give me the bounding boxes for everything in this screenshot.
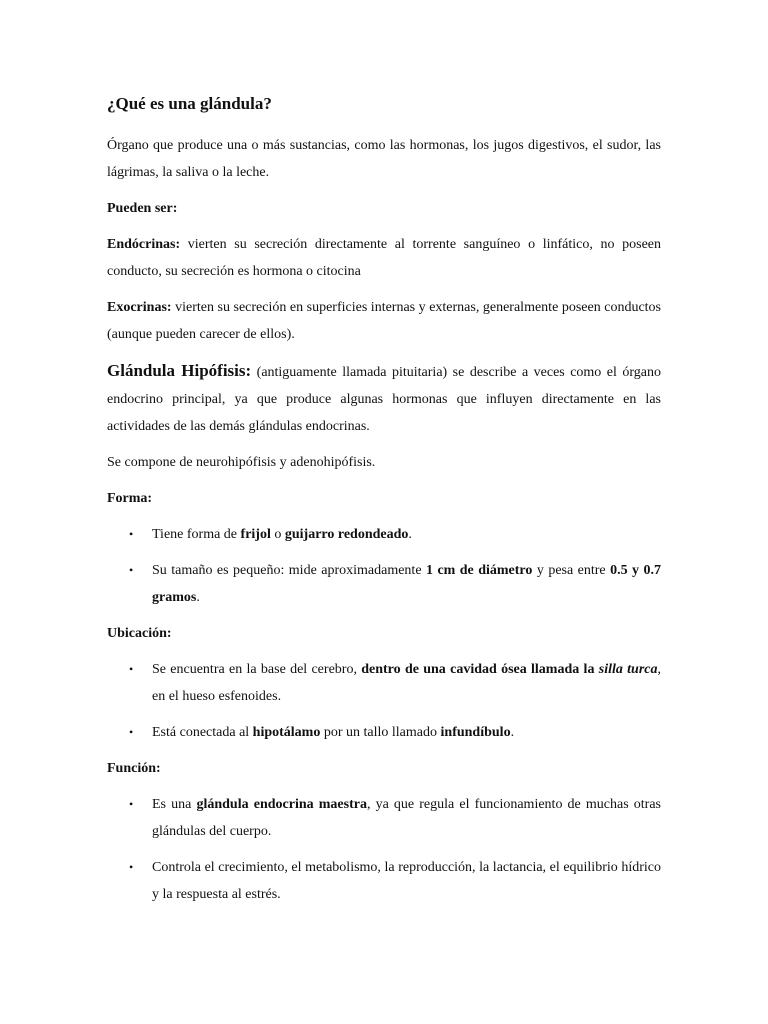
- endocrinas-paragraph: [107, 231, 661, 285]
- hipofisis-text: (antiguamente llamada pituitaria) se describe a veces como el órgano endocrino principal, ya que produce algunas hormonas que influyen directamente en las actividades de las demás glándulas endocrinas.: [107, 365, 661, 434]
- funcion-heading: Función:: [107, 761, 161, 776]
- item-text: , ya que regula el funcionamiento de muchas otras glándulas del cuerpo.: [152, 797, 661, 839]
- endocrinas-text: vierten su secreción directamente al torrente sanguíneo o linfático, no poseen conducto, su secreción es hormona o citocina: [107, 237, 661, 279]
- hipofisis-label: Glándula Hipófisis:: [107, 361, 252, 380]
- item-text: Tiene forma de: [152, 527, 241, 542]
- item-text: .: [510, 725, 515, 740]
- item-bold-italic: silla turca: [598, 662, 658, 677]
- item-bold: 0.5 y 0.7 gramos: [152, 563, 662, 605]
- intro-paragraph: Órgano que produce una o más sustancias, como las hormonas, los jugos digestivos, el sudor, las lágrimas, la saliva o la leche.: [107, 138, 661, 180]
- hipofisis-paragraph: [107, 357, 661, 440]
- item-bold: guijarro redondeado: [284, 527, 409, 542]
- item-bold: frijol: [240, 527, 271, 542]
- item-text: por un tallo llamado: [320, 725, 441, 740]
- list-item: [107, 791, 661, 845]
- item-bold: glándula endocrina maestra: [196, 797, 367, 812]
- item-text: Controla el crecimiento, el metabolismo, la reproducción, la lactancia, el equilibrio hídrico y la respuesta al estrés.: [152, 860, 661, 902]
- item-text: , en el hueso esfenoides.: [152, 662, 661, 704]
- list-item: [107, 557, 661, 611]
- item-bold: dentro de una cavidad ósea llamada la: [361, 662, 599, 677]
- compone-paragraph: Se compone de neurohipófisis y adenohipófisis.: [107, 455, 376, 470]
- item-text: .: [408, 527, 412, 542]
- item-text: Su tamaño es pequeño: mide aproximadamente: [152, 563, 426, 578]
- item-bold: hipotálamo: [252, 725, 321, 740]
- ubicacion-heading: Ubicación:: [107, 626, 172, 641]
- exocrinas-text: vierten su secreción en superficies internas y externas, generalmente poseen conductos (aunque pueden carecer de ellos).: [107, 300, 661, 342]
- bullet-icon: •: [129, 563, 134, 577]
- ubicacion-list: [107, 656, 661, 746]
- bullet-icon: •: [129, 527, 134, 541]
- list-item: [107, 656, 661, 710]
- list-item: [107, 521, 661, 548]
- item-text: Está conectada al: [152, 725, 253, 740]
- item-text: Se encuentra en la base del cerebro,: [152, 662, 362, 677]
- exocrinas-paragraph: [107, 294, 661, 348]
- bullet-icon: •: [129, 797, 134, 811]
- bullet-icon: •: [129, 662, 134, 676]
- forma-list: [107, 521, 661, 611]
- funcion-list: [107, 791, 661, 908]
- item-text: y pesa entre: [532, 563, 611, 578]
- list-item: [107, 719, 661, 746]
- list-item: [107, 854, 661, 908]
- endocrinas-label: Endócrinas:: [107, 237, 181, 252]
- item-text: o: [270, 527, 285, 542]
- pueden-ser-heading: Pueden ser:: [107, 201, 178, 216]
- item-text: .: [196, 590, 200, 605]
- page-title: ¿Qué es una glándula?: [107, 94, 272, 113]
- forma-heading: Forma:: [107, 491, 153, 506]
- bullet-icon: •: [129, 860, 134, 874]
- item-bold: 1 cm de diámetro: [425, 563, 533, 578]
- exocrinas-label: Exocrinas:: [107, 300, 172, 315]
- item-bold: infundíbulo: [440, 725, 511, 740]
- item-text: Es una: [152, 797, 197, 812]
- document-page: [107, 90, 661, 917]
- bullet-icon: •: [129, 725, 134, 739]
